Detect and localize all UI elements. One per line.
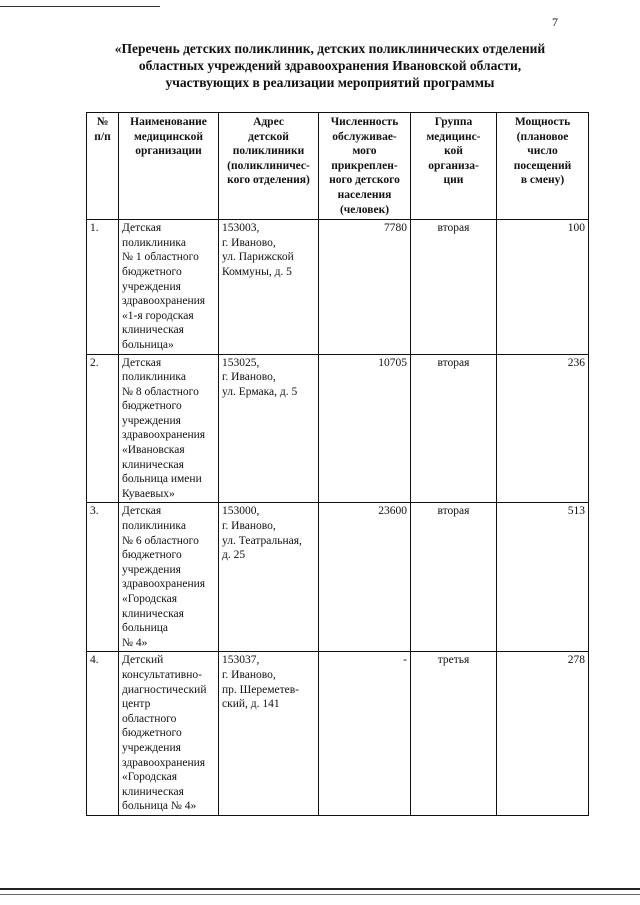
row-number: 2. <box>87 354 119 503</box>
header-line: мого <box>352 145 377 158</box>
header-line: медицинской <box>133 130 204 143</box>
organization-name <box>119 354 219 503</box>
table-row <box>87 652 589 816</box>
organization-name-line: «Городская <box>122 593 178 605</box>
table-row <box>87 354 589 503</box>
organization-name-line: клиническая <box>122 785 184 798</box>
organization-name-line: клиническая <box>122 324 184 337</box>
address-line: г. Иваново, <box>222 668 276 681</box>
row-number: 3. <box>87 503 119 652</box>
organization-name-line: здравоохранения <box>122 295 206 308</box>
header-line: медицинс- <box>426 130 481 143</box>
organization-name <box>119 220 219 354</box>
header-line: ного детского <box>329 174 400 187</box>
attached-population: 23600 <box>319 503 411 652</box>
organization-name-line: бюджетного <box>122 265 182 278</box>
header-line: (человек) <box>339 203 390 216</box>
clinics-table <box>86 112 589 816</box>
clinic-address <box>219 220 319 354</box>
organization-name-line: консультативно- <box>122 668 202 681</box>
address-line: ул. Театральная, <box>222 534 302 547</box>
organization-name-line: Детская <box>122 356 162 369</box>
header-capacity <box>497 113 589 220</box>
organization-name-line: клиническая <box>122 607 184 620</box>
organization-group: вторая <box>411 354 497 503</box>
organization-name-line: «1-я городская <box>122 309 194 322</box>
attached-population: 7780 <box>319 220 411 354</box>
address-line: г. Иваново, <box>222 236 276 249</box>
address-line: г. Иваново, <box>222 520 276 533</box>
bottom-rule <box>0 888 640 890</box>
attached-population: 10705 <box>319 354 411 503</box>
address-line: 153003, <box>222 222 260 235</box>
document-title <box>60 40 600 91</box>
header-line: прикреплен- <box>331 159 398 172</box>
address-line: Коммуны, д. 5 <box>222 265 292 278</box>
page-number: 7 <box>552 15 558 29</box>
header-line: посещений <box>513 159 572 172</box>
header-group <box>411 113 497 220</box>
header-line: Численность <box>330 116 399 128</box>
planned-capacity: 513 <box>497 503 589 652</box>
table-row <box>87 503 589 652</box>
address-line: 153025, <box>222 356 260 369</box>
header-line: Группа <box>434 116 473 128</box>
organization-name-line: учреждения <box>122 563 181 576</box>
organization-name-line: диагностический <box>122 683 207 696</box>
table-body <box>87 220 589 816</box>
organization-name-line: центр <box>122 698 151 711</box>
header-line: Мощность <box>514 116 571 128</box>
organization-name-line: Куваевых» <box>122 487 175 500</box>
header-population <box>319 113 411 220</box>
organization-group: вторая <box>411 220 497 354</box>
clinic-address <box>219 652 319 816</box>
header-line: кой <box>444 145 463 158</box>
header-line: организации <box>135 145 202 158</box>
organization-name-line: поликлиника <box>122 371 186 384</box>
title-line: участвующих в реализации мероприятий программы <box>165 75 495 90</box>
header-line: обслуживае- <box>332 130 397 143</box>
organization-name-line: бюджетного <box>122 400 182 413</box>
header-line: в смену) <box>520 174 565 187</box>
top-rule <box>0 6 160 7</box>
organization-name <box>119 503 219 652</box>
organization-name-line: № 8 областного <box>122 385 199 398</box>
address-line: ский, д. 141 <box>222 698 280 711</box>
header-line: п/п <box>94 130 111 143</box>
address-line: д. 25 <box>222 549 246 562</box>
organization-name-line: областного <box>122 712 177 725</box>
header-line: (поликлиничес- <box>227 159 310 172</box>
organization-name-line: бюджетного <box>122 549 182 562</box>
organization-group: третья <box>411 652 497 816</box>
organization-name-line: № 1 областного <box>122 251 199 264</box>
address-line: пр. Шереметев- <box>222 683 299 696</box>
organization-name-line: больница имени <box>122 473 202 486</box>
row-number: 4. <box>87 652 119 816</box>
organization-name-line: № 4» <box>122 636 148 649</box>
organization-name-line: учреждения <box>122 280 181 293</box>
organization-name-line: Детская <box>122 505 162 518</box>
clinic-address <box>219 503 319 652</box>
planned-capacity: 100 <box>497 220 589 354</box>
header-line: № <box>96 116 109 128</box>
header-line: число <box>527 145 558 158</box>
organization-name-line: больница» <box>122 338 174 351</box>
organization-name-line: учреждения <box>122 741 181 754</box>
organization-name-line: поликлиника <box>122 236 186 249</box>
header-line: кого отделения) <box>227 174 310 187</box>
organization-group: вторая <box>411 503 497 652</box>
table-row <box>87 220 589 354</box>
address-line: 153037, <box>222 654 260 667</box>
organization-name-line: «Ивановская <box>122 444 185 457</box>
attached-population: - <box>319 652 411 816</box>
bottom-rule-thin <box>0 894 640 895</box>
header-line: Наименование <box>130 116 207 128</box>
clinic-address <box>219 354 319 503</box>
header-line: (плановое <box>516 130 569 143</box>
planned-capacity: 236 <box>497 354 589 503</box>
table-header-row <box>87 113 589 220</box>
organization-name-line: здравоохранения <box>122 429 206 442</box>
header-organization <box>119 113 219 220</box>
organization-name-line: № 6 областного <box>122 534 199 547</box>
organization-name-line: здравоохранения <box>122 578 206 591</box>
header-number <box>87 113 119 220</box>
organization-name-line: учреждения <box>122 414 181 427</box>
organization-name <box>119 652 219 816</box>
header-line: Адрес <box>253 116 284 128</box>
organization-name-line: Детский <box>122 654 164 667</box>
address-line: ул. Парижской <box>222 251 294 264</box>
organization-name-line: бюджетного <box>122 727 182 740</box>
header-address <box>219 113 319 220</box>
organization-name-line: поликлиника <box>122 520 186 533</box>
header-line: организа- <box>428 159 479 172</box>
header-line: поликлиники <box>232 145 305 158</box>
row-number: 1. <box>87 220 119 354</box>
organization-name-line: здравоохранения <box>122 756 206 769</box>
address-line: ул. Ермака, д. 5 <box>222 385 298 398</box>
title-line: «Перечень детских поликлиник, детских поликлинических отделений <box>114 41 546 56</box>
address-line: г. Иваново, <box>222 371 276 384</box>
organization-name-line: больница <box>122 622 168 635</box>
organization-name-line: Детская <box>122 222 162 235</box>
header-line: населения <box>337 188 392 201</box>
organization-name-line: больница № 4» <box>122 800 197 813</box>
planned-capacity: 278 <box>497 652 589 816</box>
organization-name-line: «Городская <box>122 771 178 784</box>
title-line: областных учреждений здравоохранения Ивановской области, <box>138 58 522 73</box>
organization-name-line: клиническая <box>122 458 184 471</box>
header-line: детской <box>248 130 289 143</box>
address-line: 153000, <box>222 505 260 518</box>
header-line: ции <box>443 174 464 187</box>
